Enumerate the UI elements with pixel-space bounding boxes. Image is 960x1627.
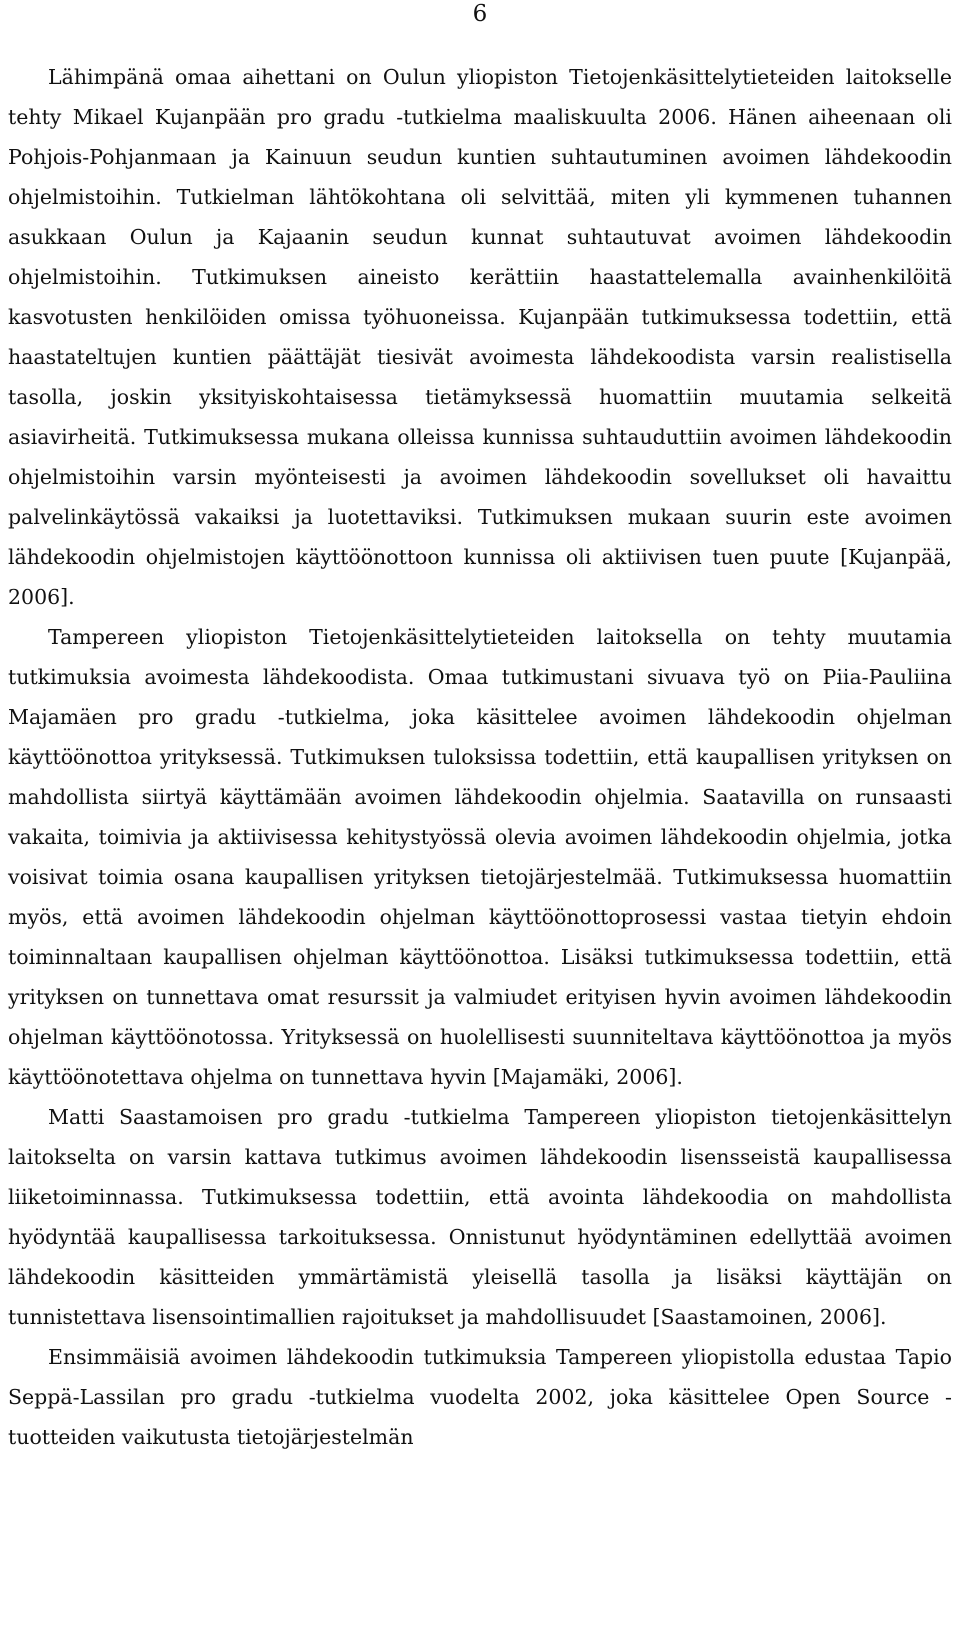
paragraph-seppa-lassila: Ensimmäisiä avoimen lähdekoodin tutkimuksia Tampereen yliopistolla edustaa Tapio Seppä-Lassilan pro gradu -tutkielma vuodelta 2002, joka käsittelee Open Source -tuotteiden vaikutusta tietojärjestelmän [8,1345,952,1449]
paragraph-kujanpaa: Lähimpänä omaa aihettani on Oulun yliopiston Tietojenkäsittelytieteiden laitokselle tehty Mikael Kujanpään pro gradu -tutkielma maaliskuulta 2006. Hänen aiheenaan oli Pohjois-Pohjanmaan ja Kainuun seudun kuntien suhtautuminen avoimen lähdekoodin ohjelmistoihin. Tutkielman lähtökohtana oli selvittää, miten yli kymmenen tuhannen asukkaan Oulun ja Kajaanin seudun kunnat suhtautuvat avoimen lähdekoodin ohjelmistoihin. Tutkimuksen aineisto kerättiin haastattelemalla avainhenkilöitä kasvotusten henkilöiden omissa työhuoneissa. Kujanpään tutkimuksessa todettiin, että haastateltujen kuntien päättäjät tiesivät avoimesta lähdekoodista varsin realistisella tasolla, joskin yksityiskohtaisessa tietämyksessä huomattiin muutamia selkeitä asiavirheitä. Tutkimuksessa mukana olleissa kunnissa suhtauduttiin avoimen lähdekoodin ohjelmistoihin varsin myönteisesti ja avoimen lähdekoodin sovellukset oli havaittu palvelinkäytössä vakaiksi ja luotettaviksi. Tutkimuksen mukaan suurin este avoimen lähdekoodin ohjelmistojen käyttöönottoon kunnissa oli aktiivisen tuen puute [Kujanpää, 2006]. [8,65,952,609]
page-number: 6 [472,1,488,27]
paragraph-saastamoinen: Matti Saastamoisen pro gradu -tutkielma Tampereen yliopiston tietojenkäsittelyn laitokselta on varsin kattava tutkimus avoimen lähdekoodin lisensseistä kaupallisessa liiketoiminnassa. Tutkimuksessa todettiin, että avointa lähdekoodia on mahdollista hyödyntää kaupallisessa tarkoituksessa. Onnistunut hyödyntäminen edellyttää avoimen lähdekoodin käsitteiden ymmärtämistä yleisellä tasolla ja lisäksi käyttäjän on tunnistettava lisensointimallien rajoitukset ja mahdollisuudet [Saastamoinen, 2006]. [8,1105,952,1329]
document-body [8,57,952,1457]
paragraph-majamaki: Tampereen yliopiston Tietojenkäsittelytieteiden laitoksella on tehty muutamia tutkimuksia avoimesta lähdekoodista. Omaa tutkimustani sivuava työ on Piia-Pauliina Majamäen pro gradu -tutkielma, joka käsittelee avoimen lähdekoodin ohjelman käyttöönottoa yrityksessä. Tutkimuksen tuloksissa todettiin, että kaupallisen yrityksen on mahdollista siirtyä käyttämään avoimen lähdekoodin ohjelmia. Saatavilla on runsaasti vakaita, toimivia ja aktiivisessa kehitystyössä olevia avoimen lähdekoodin ohjelmia, jotka voisivat toimia osana kaupallisen yrityksen tietojärjestelmää. Tutkimuksessa huomattiin myös, että avoimen lähdekoodin ohjelman käyttöönottoprosessi vastaa tietyin ehdoin toiminnaltaan kaupallisen ohjelman käyttöönottoa. Lisäksi tutkimuksessa todettiin, että yrityksen on tunnettava omat resurssit ja valmiudet erityisen hyvin avoimen lähdekoodin ohjelman käyttöönotossa. Yrityksessä on huolellisesti suunniteltava käyttöönottoa ja myös käyttöönotettava ohjelma on tunnettava hyvin [Majamäki, 2006]. [8,625,952,1089]
